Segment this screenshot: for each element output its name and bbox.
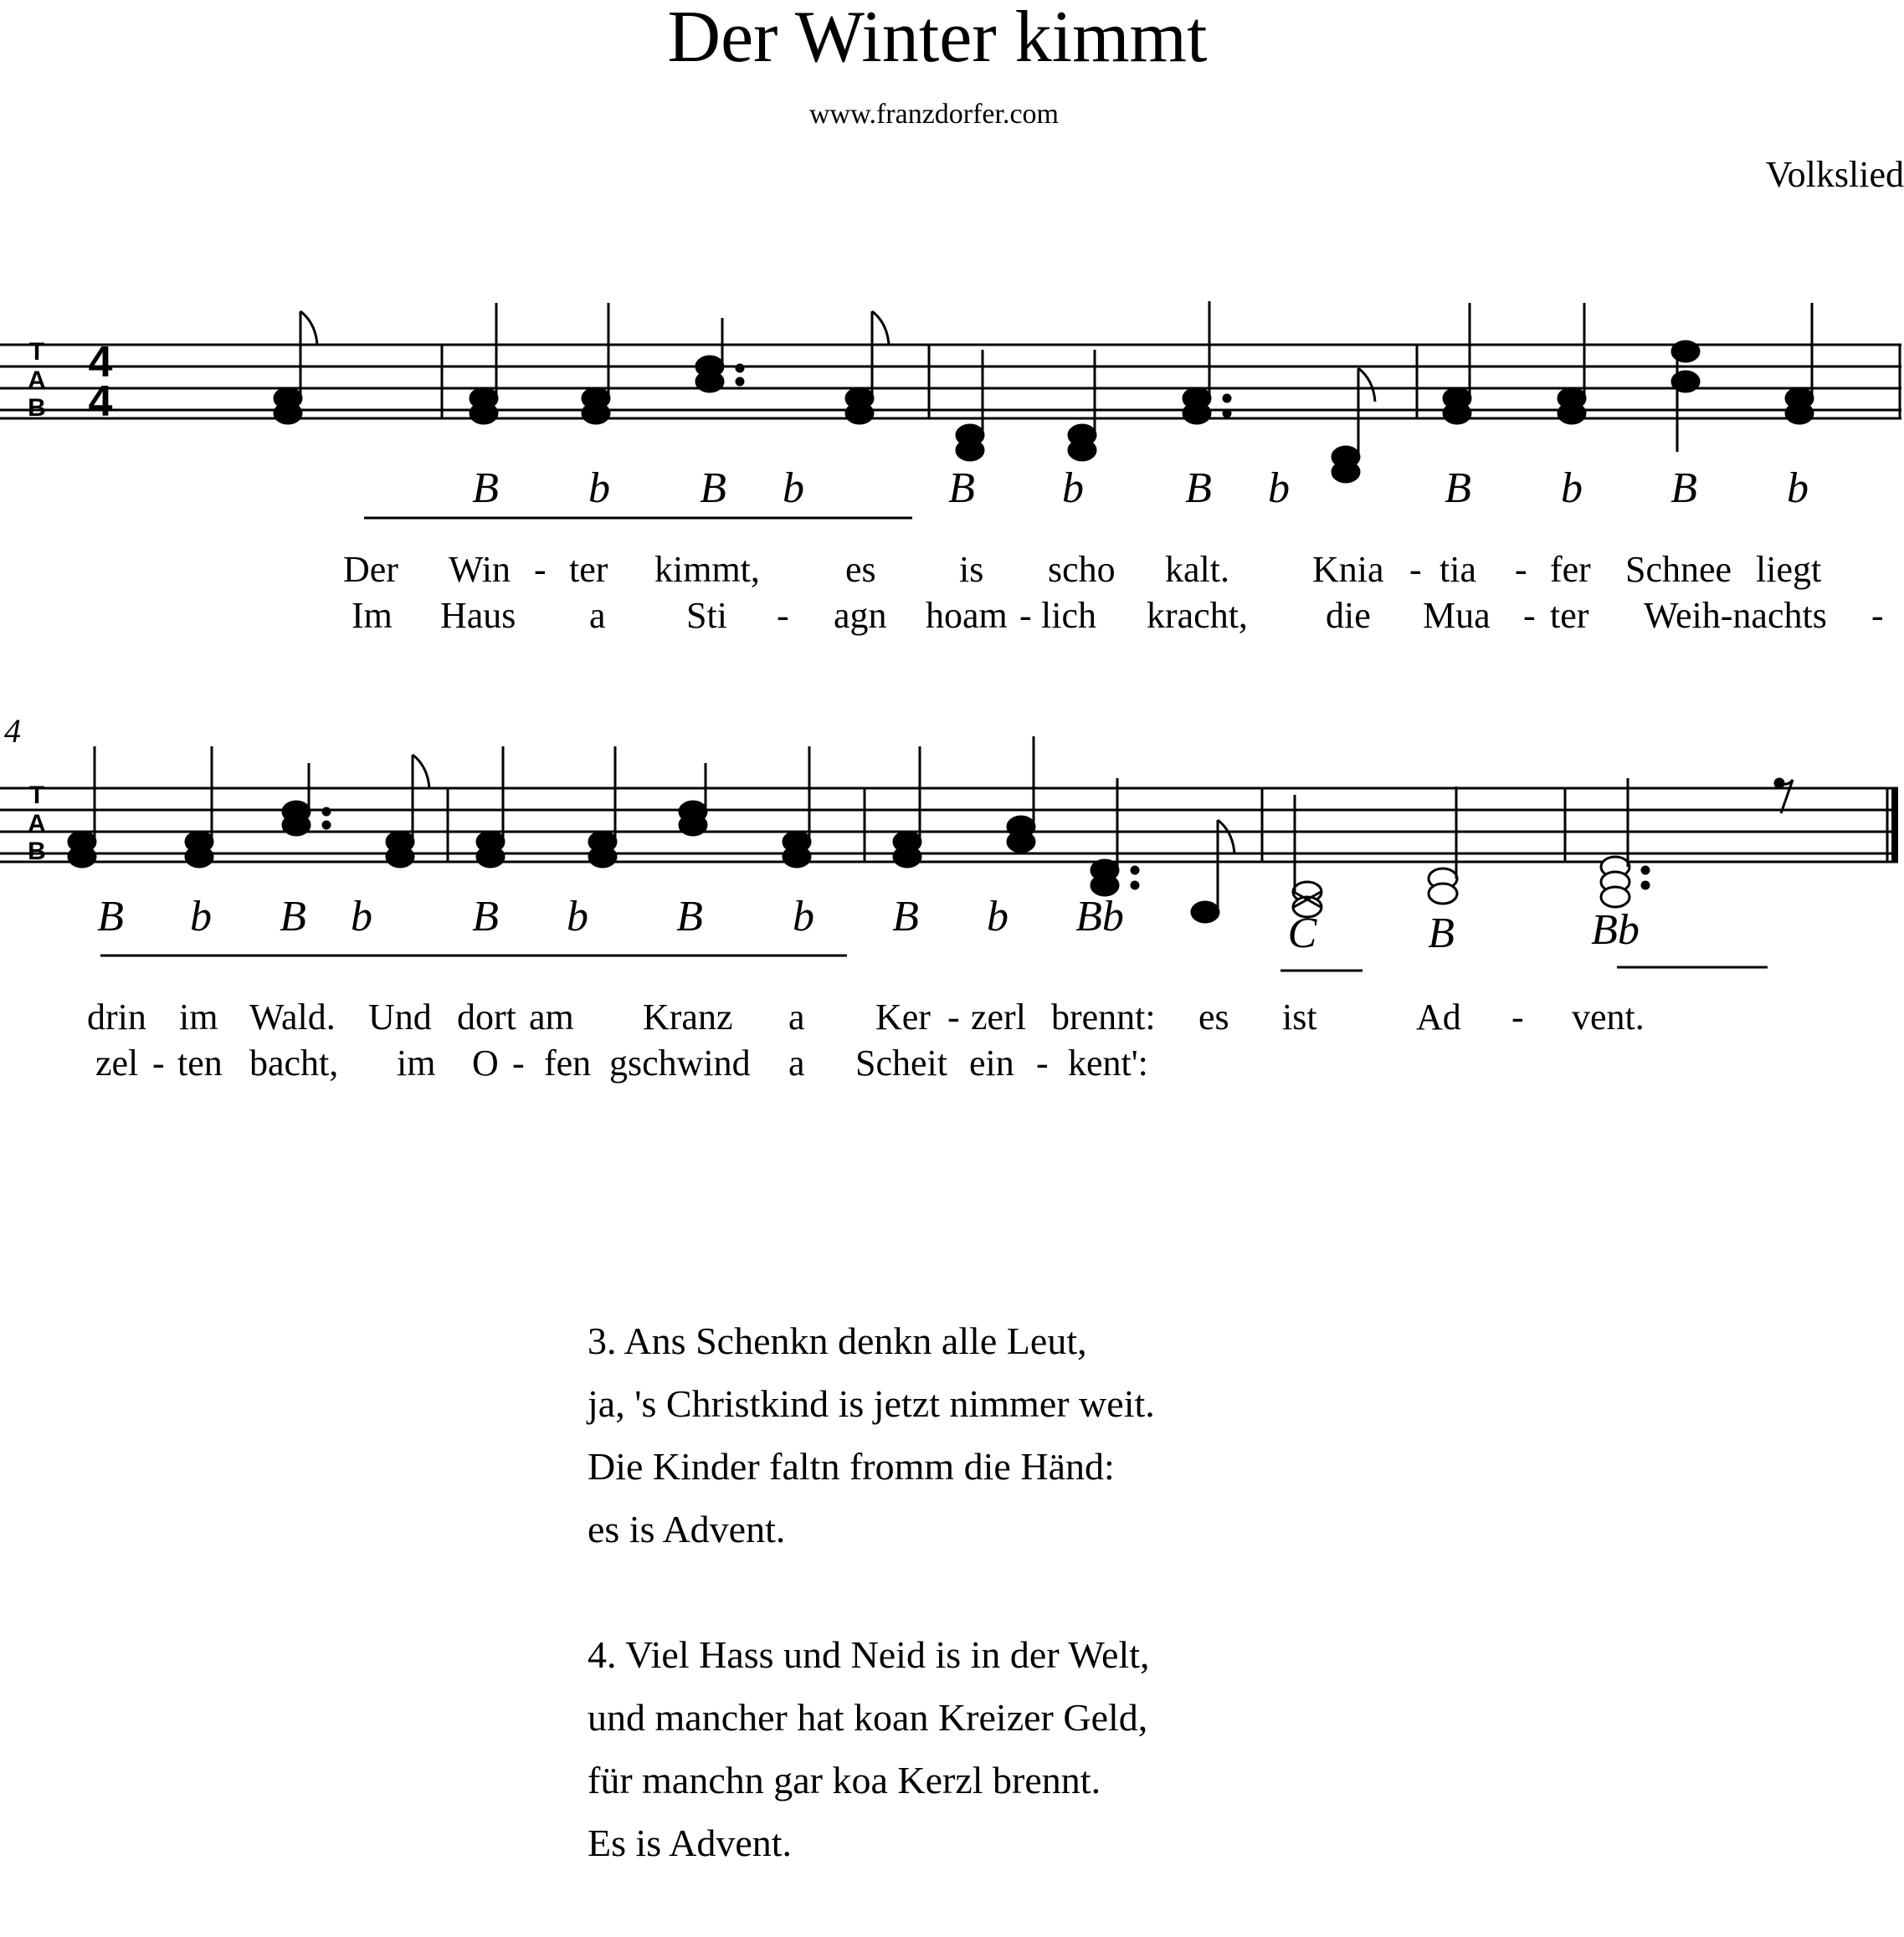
measure-number: 4: [4, 712, 21, 750]
bass-symbol: b: [351, 893, 372, 940]
bass-symbol: B: [472, 893, 499, 940]
lyric-syllable: zerl: [971, 997, 1026, 1038]
lyric-syllable: es: [845, 549, 876, 590]
bass-symbol: B: [1428, 910, 1455, 957]
lyric-syllable: drin: [87, 997, 146, 1038]
verse-line: Es is Advent.: [588, 1822, 793, 1864]
lyric-syllable: Schnee: [1625, 549, 1732, 590]
tab-clef: [28, 781, 46, 865]
bass-symbol: b: [567, 893, 588, 940]
lyric-syllable: Knia: [1312, 549, 1384, 590]
bass-symbol: b: [190, 893, 212, 940]
lyric-syllable: ist: [1282, 997, 1317, 1038]
lyrics-row-1-verse-2: [0, 594, 1904, 636]
lyric-syllable: is: [959, 549, 984, 590]
svg-text:B: B: [28, 394, 46, 422]
bass-symbol: b: [793, 893, 814, 940]
bass-symbol: b: [783, 464, 804, 512]
lyric-syllable: zel: [95, 1043, 139, 1084]
lyric-syllable: -: [152, 1043, 165, 1084]
lyric-syllable: -: [1871, 595, 1884, 636]
lyric-syllable: Weih-nachts: [1644, 595, 1827, 636]
bass-symbol: B: [1670, 464, 1697, 512]
lyric-syllable: dort: [457, 997, 516, 1038]
lyric-syllable: -: [1515, 549, 1527, 590]
lyric-syllable: scho: [1048, 549, 1116, 590]
verse-line: ja, 's Christkind is jetzt nimmer weit.: [588, 1382, 1155, 1425]
bass-symbol: C: [1287, 910, 1317, 957]
lyric-syllable: a: [788, 1043, 805, 1084]
verse-line: und mancher hat koan Kreizer Geld,: [588, 1696, 1148, 1739]
bass-symbol: b: [987, 893, 1008, 940]
lyrics-row-2-verse-2: [0, 1042, 1904, 1084]
verse-4: [588, 1623, 1155, 1874]
lyric-syllable: O: [472, 1043, 499, 1084]
staff-system-1: [0, 0, 1904, 535]
lyric-syllable: a: [788, 997, 805, 1038]
tab-clef-t: T: [28, 338, 45, 366]
lyric-syllable: die: [1326, 595, 1371, 636]
lyric-syllable: hoam: [926, 595, 1008, 636]
lyric-syllable: es: [1198, 997, 1229, 1038]
bass-symbol: b: [1787, 464, 1809, 512]
time-sig-bottom: 4: [88, 377, 113, 426]
bass-symbol: B: [1185, 464, 1212, 512]
lyric-syllable: Sti: [686, 595, 727, 636]
lyric-syllable: ein: [969, 1043, 1014, 1084]
bass-symbol: B: [97, 893, 124, 940]
bass-row-1: [472, 464, 1809, 512]
lyric-syllable: bacht,: [249, 1043, 339, 1084]
svg-text:T: T: [28, 781, 45, 809]
lyric-syllable: Und: [368, 997, 432, 1038]
lyric-syllable: Win: [449, 549, 511, 590]
lyric-syllable: vent.: [1572, 997, 1645, 1038]
bass-symbol: B: [948, 464, 975, 512]
verse-line: für manchn gar koa Kerzl brennt.: [588, 1759, 1101, 1801]
time-signature: [89, 338, 113, 426]
barlines: [448, 788, 1898, 862]
verse-line: Die Kinder faltn fromm die Händ:: [588, 1445, 1115, 1488]
verse-3: [588, 1309, 1155, 1560]
bass-row-2: [97, 893, 1640, 957]
bass-symbol: Bb: [1591, 906, 1640, 954]
bass-symbol: B: [1445, 464, 1471, 512]
lyric-syllable: -: [534, 549, 547, 590]
lyric-syllable: Ad: [1416, 997, 1461, 1038]
svg-text:A: A: [28, 366, 46, 394]
lyric-syllable: Kranz: [643, 997, 733, 1038]
lyric-syllable: -: [1036, 1043, 1049, 1084]
verse-line: 4. Viel Hass und Neid is in der Welt,: [588, 1633, 1150, 1676]
lyric-syllable: Der: [343, 549, 398, 590]
lyric-syllable: fen: [544, 1043, 592, 1084]
verse-line: es is Advent.: [588, 1508, 786, 1550]
lyrics-row-1-verse-1: [0, 548, 1904, 590]
additional-verses: [588, 1309, 1155, 1937]
lyric-syllable: -: [512, 1043, 525, 1084]
bass-symbol: b: [588, 464, 610, 512]
bass-symbol: Bb: [1075, 893, 1124, 940]
bass-lines-system-2: [100, 956, 1768, 971]
bass-symbol: b: [1561, 464, 1583, 512]
bass-symbol: B: [700, 464, 726, 512]
lyric-syllable: fer: [1550, 549, 1591, 590]
lyric-syllable: ter: [1550, 595, 1589, 636]
lyric-syllable: Haus: [440, 595, 516, 636]
website-url[interactable]: www.franzdorfer.com: [809, 99, 1059, 130]
lyrics-row-2-verse-1: [0, 996, 1904, 1038]
lyric-syllable: gschwind: [609, 1043, 751, 1084]
lyric-syllable: -: [1523, 595, 1536, 636]
lyric-syllable: -: [1019, 595, 1032, 636]
bass-symbol: b: [1268, 464, 1290, 512]
lyric-syllable: a: [589, 595, 606, 636]
eighth-rest-icon: [1775, 779, 1793, 813]
lyric-syllable: brennt:: [1051, 997, 1156, 1038]
lyric-syllable: tia: [1440, 549, 1476, 590]
staff-system-2: [0, 736, 1904, 1012]
lyric-syllable: -: [777, 595, 789, 636]
lyric-syllable: -: [947, 997, 960, 1038]
lyric-syllable: ten: [177, 1043, 223, 1084]
lyric-syllable: kalt.: [1165, 549, 1229, 590]
lyric-syllable: im: [179, 997, 218, 1038]
lyric-syllable: Ker: [875, 997, 931, 1038]
lyric-syllable: kimmt,: [654, 549, 760, 590]
bass-symbol: B: [676, 893, 703, 940]
lyric-syllable: Scheit: [855, 1043, 947, 1084]
svg-text:A: A: [28, 810, 46, 838]
lyric-syllable: Im: [352, 595, 393, 636]
notes-system-1: [275, 301, 1813, 482]
composer-label: Volkslied: [1765, 154, 1904, 195]
svg-text:B: B: [28, 838, 46, 865]
lyric-syllable: -: [1511, 997, 1524, 1038]
lyric-syllable: -: [1409, 549, 1422, 590]
lyric-syllable: Wald.: [249, 997, 336, 1038]
lyric-syllable: lich: [1041, 595, 1096, 636]
lyric-syllable: kent':: [1068, 1043, 1148, 1084]
bass-symbol: b: [1062, 464, 1084, 512]
lyric-syllable: kracht,: [1147, 595, 1248, 636]
verse-line: 3. Ans Schenkn denkn alle Leut,: [588, 1320, 1087, 1362]
lyric-syllable: Mua: [1423, 595, 1491, 636]
lyric-syllable: ter: [569, 549, 608, 590]
bass-symbol: B: [892, 893, 919, 940]
bass-symbol: B: [280, 893, 306, 940]
tab-clef: [28, 338, 46, 422]
bass-symbol: B: [472, 464, 499, 512]
lyric-syllable: agn: [834, 595, 887, 636]
lyric-syllable: im: [397, 1043, 436, 1084]
lyric-syllable: am: [529, 997, 574, 1038]
lyric-syllable: liegt: [1756, 549, 1822, 590]
song-title: Der Winter kimmt: [667, 0, 1208, 78]
time-sig-top: 4: [88, 338, 113, 387]
